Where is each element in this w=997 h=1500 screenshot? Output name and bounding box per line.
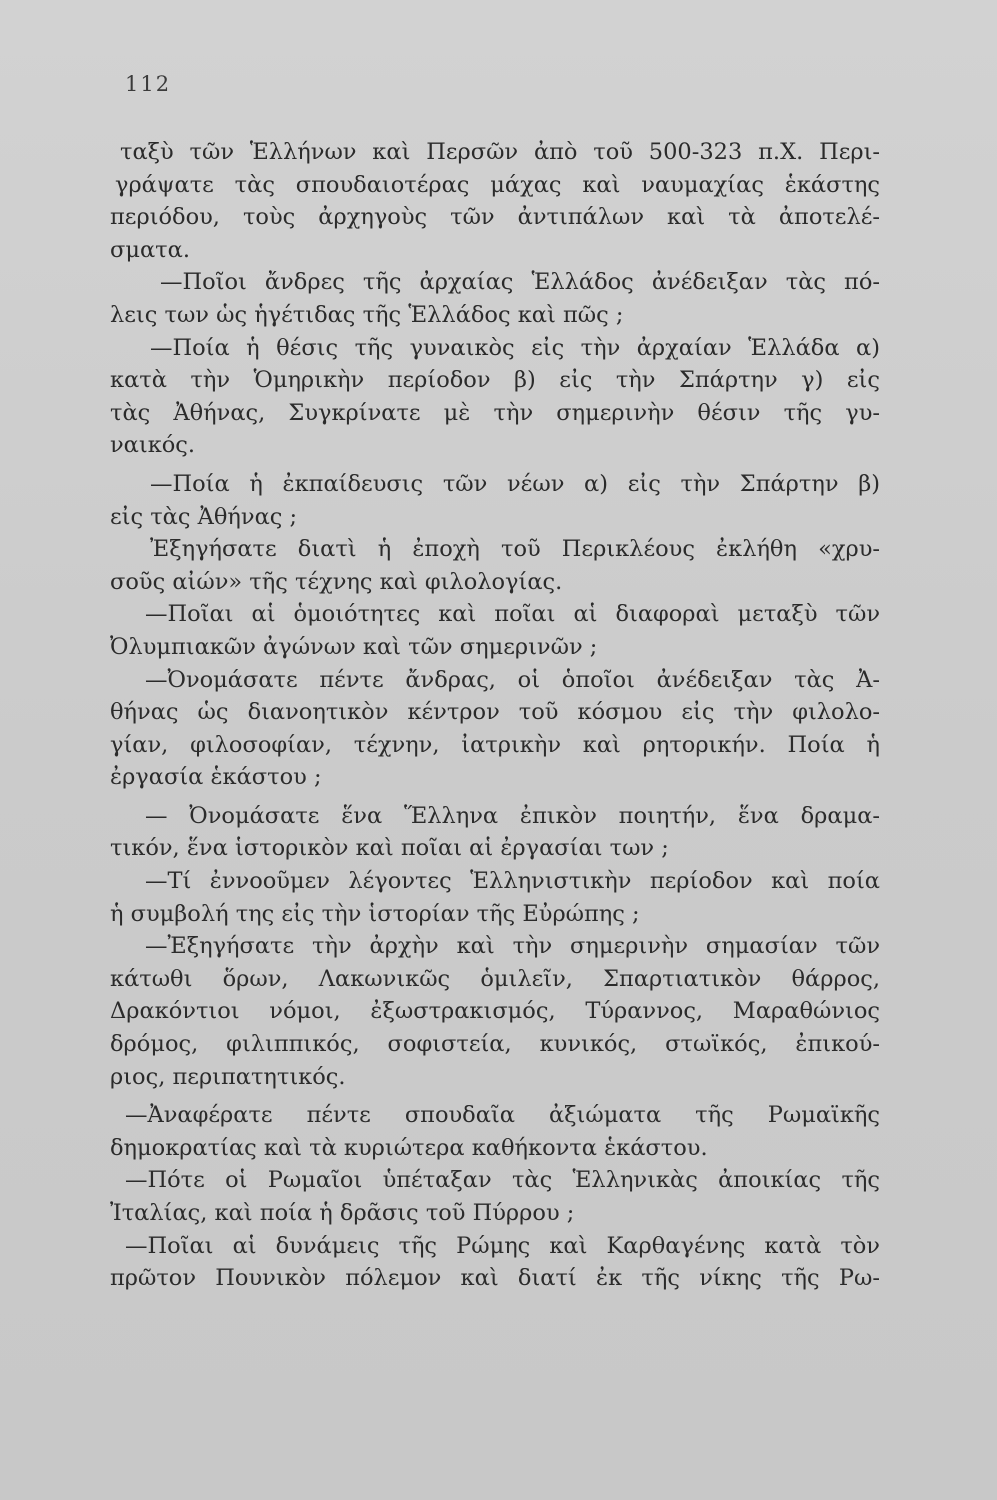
text-line: —Ποία ἡ ἐκπαίδευσις τῶν νέων α) εἰς τὴν Σπάρτην β) (150, 470, 880, 497)
text-line: —Ποῖαι αἱ ὁμοιότητες καὶ ποῖαι αἱ διαφοραὶ μεταξὺ τῶν (145, 601, 880, 628)
text-line: —Ἐξηγήσατε τὴν ἀρχὴν καὶ τὴν σημερινὴν σημασίαν τῶν (145, 933, 880, 960)
text-line: ἐργασία ἑκάστου ; (110, 764, 322, 791)
text-line: —Ποῖοι ἄνδρες τῆς ἀρχαίας Ἑλλάδος ἀνέδειξαν τὰς πό- (160, 269, 880, 296)
text-line: τὰς Ἀθήνας, Συγκρίνατε μὲ τὴν σημερινὴν θέσιν τῆς γυ- (110, 399, 880, 426)
text-line: εἰς τὰς Ἀθήνας ; (110, 503, 298, 530)
text-line: —Πότε οἱ Ρωμαῖοι ὑπέταξαν τὰς Ἑλληνικὰς ἀποικίας τῆς (125, 1167, 880, 1194)
text-line: σματα. (110, 236, 190, 263)
text-line: —Τί ἐννοοῦμεν λέγοντες Ἑλληνιστικὴν περίοδον καὶ ποία (145, 868, 880, 895)
text-line: —Ὀνομάσατε πέντε ἄνδρας, οἱ ὁποῖοι ἀνέδειξαν τὰς Ἀ- (145, 666, 880, 693)
text-line: — Ὀνομάσατε ἕνα Ἕλληνα ἐπικὸν ποιητήν, ἕνα δραμα- (145, 802, 880, 829)
text-line: γράψατε τὰς σπουδαιοτέρας μάχας καὶ ναυμαχίας ἑκάστης (115, 171, 880, 198)
text-line: —Ἀναφέρατε πέντε σπουδαῖα ἀξιώματα τῆς Ρωμαϊκῆς (125, 1102, 880, 1129)
page-text (110, 136, 880, 1295)
text-line: —Ποῖαι αἱ δυνάμεις τῆς Ρώμης καὶ Καρθαγένης κατὰ τὸν (125, 1232, 880, 1259)
text-line: γίαν, φιλοσοφίαν, τέχνην, ἰατρικὴν καὶ ρητορικήν. Ποία ἡ (110, 731, 880, 758)
text-line: περιόδου, τοὺς ἀρχηγοὺς τῶν ἀντιπάλων καὶ τὰ ἀποτελέ- (110, 204, 880, 231)
text-line: θήνας ὡς διανοητικὸν κέντρον τοῦ κόσμου εἰς τὴν φιλολο- (110, 699, 880, 726)
text-line: ἡ συμβολή της εἰς τὴν ἱστορίαν τῆς Εὐρώπης ; (110, 900, 640, 927)
text-line: λεις των ὡς ἡγέτιδας τῆς Ἑλλάδος καὶ πῶς ; (110, 301, 624, 328)
text-line: ταξὺ τῶν Ἑλλήνων καὶ Περσῶν ἀπὸ τοῦ 500-323 π.Χ. Περι- (120, 139, 880, 165)
text-line: πρῶτον Πουνικὸν πόλεμον καὶ διατί ἐκ τῆς νίκης τῆς Ρω- (110, 1265, 880, 1292)
text-line: δρόμος, φιλιππικός, σοφιστεία, κυνικός, στωϊκός, ἐπικού- (110, 1031, 880, 1058)
text-line: —Ποία ἡ θέσις τῆς γυναικὸς εἰς τὴν ἀρχαίαν Ἑλλάδα α) (150, 334, 880, 361)
text-line: ναικός. (110, 432, 196, 459)
text-line: κάτωθι ὅρων, Λακωνικῶς ὁμιλεῖν, Σπαρτιατικὸν θάρρος, (110, 965, 880, 992)
text-line: Ὀλυμπιακῶν ἀγώνων καὶ τῶν σημερινῶν ; (110, 633, 598, 660)
text-line: σοῦς αἰών» τῆς τέχνης καὶ φιλολογίας. (110, 568, 563, 595)
text-line: Δρακόντιοι νόμοι, ἐξωστρακισμός, Τύραννος, Μαραθώνιος (110, 998, 880, 1025)
text-line: δημοκρατίας καὶ τὰ κυριώτερα καθήκοντα ἑκάστου. (110, 1134, 708, 1161)
text-line: Ἐξηγήσατε διατὶ ἡ ἐποχὴ τοῦ Περικλέους ἐκλήθη «χρυ- (150, 536, 880, 563)
text-line: κατὰ τὴν Ὁμηρικὴν περίοδον β) εἰς τὴν Σπάρτην γ) εἰς (110, 367, 880, 394)
page-number: 112 (125, 72, 172, 96)
text-line: Ἰταλίας, καὶ ποία ἡ δρᾶσις τοῦ Πύρρου ; (110, 1200, 575, 1226)
text-line: τικόν, ἕνα ἱστορικὸν καὶ ποῖαι αἱ ἐργασίαι των ; (110, 835, 669, 862)
text-line: ριος, περιπατητικός. (110, 1063, 346, 1090)
